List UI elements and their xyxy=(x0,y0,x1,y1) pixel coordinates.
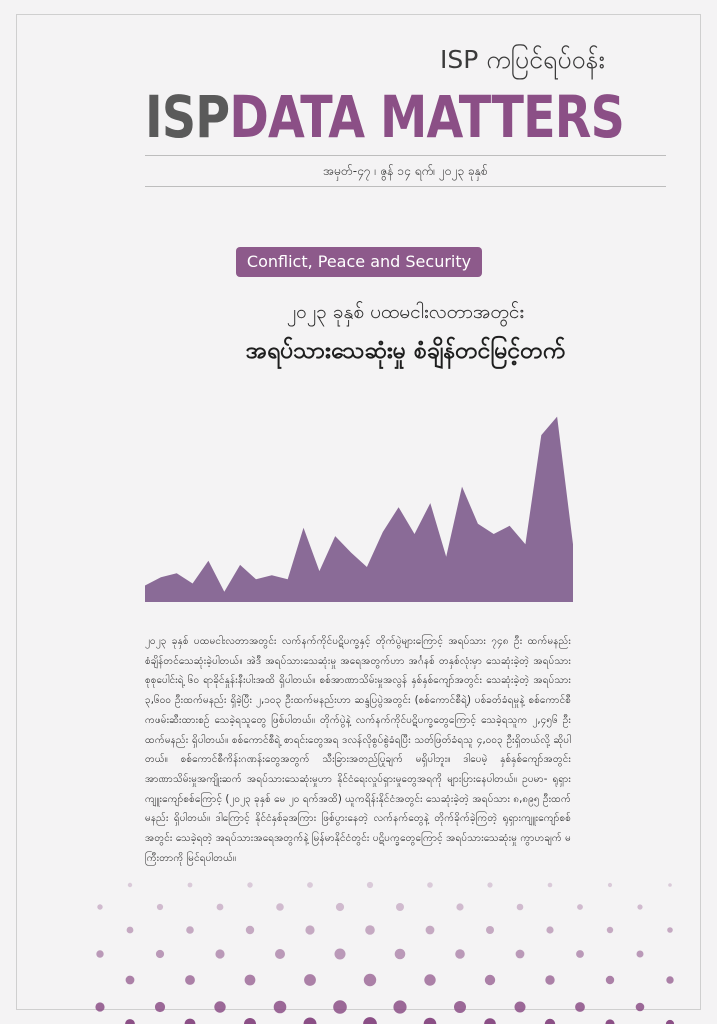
decorative-dot xyxy=(424,1018,437,1024)
decorative-dots xyxy=(0,870,717,1024)
decorative-dot xyxy=(393,1000,406,1013)
decorative-dot xyxy=(577,904,583,910)
subtitle: ၂၀၂၃ ခုနှစ် ပထမငါးလတာအတွင်း xyxy=(286,301,525,323)
decorative-dot xyxy=(637,904,642,909)
decorative-dot xyxy=(275,949,285,959)
decorative-dot xyxy=(454,1001,466,1013)
decorative-dot xyxy=(516,950,525,959)
decorative-dot xyxy=(96,950,103,957)
decorative-dot xyxy=(367,882,373,888)
decorative-dot xyxy=(575,1002,585,1012)
decorative-dot xyxy=(365,925,375,935)
decorative-dot xyxy=(304,974,316,986)
decorative-dot xyxy=(426,926,435,935)
decorative-dot xyxy=(668,883,672,887)
decorative-dot xyxy=(157,904,163,910)
masthead-data-matters: DATA MATTERS xyxy=(229,83,625,151)
decorative-dot xyxy=(128,883,132,887)
decorative-dot xyxy=(666,976,673,983)
decorative-dot xyxy=(548,883,553,888)
decorative-dot xyxy=(607,927,613,933)
decorative-dot xyxy=(126,976,135,985)
decorative-dot xyxy=(244,1018,256,1024)
decorative-dot xyxy=(576,950,584,958)
decorative-dot xyxy=(364,974,376,986)
decorative-dot xyxy=(246,926,254,934)
decorative-dot xyxy=(456,903,463,910)
decorative-dot xyxy=(214,1001,225,1012)
decorative-dot xyxy=(424,974,435,985)
area-shape xyxy=(145,417,573,602)
body-text: ၂၀၂၃ ခုနှစ် ပထမငါးလတာအတွင်း လက်နက်ကိုင်ပဋိပက္ခနှင့် တိုက်ပွဲများကြောင့် အရပ်သား ၇၄၈ ဦး ထက်မနည်း စံချိန်တင်သေဆုံးခဲ့ပါတယ်။ အဲဒီ အရပ်သားသေဆုံးမှု အရေအတွက်ဟာ အင်္ဂနစ် တနှစ်လုံးမှာ သေဆုံးခဲ့တဲ့ အရပ်သားစုစုပေါင်းရဲ့ ၆၀ ရာခိုင်နှုန်းနီးပါးအထိ ရှိပါတယ်။ စစ်အာဏာသိမ်းမှုအလွန် နှစ်နှစ်ကျော်အတွင်း သေဆုံးခဲ့တဲ့ အရပ်သား ၃,၆၀၀ ဦးထက်မနည်း ရှိခဲ့ပြီး ၂,၁၀၃ ဦးထက်မနည်းဟာ ဆန္ဒပြပွဲအတွင်း (စစ်ကောင်စီရဲ့) ပစ်ခတ်ခံရမှုနဲ့ စစ်ကောင်စီကဖမ်းဆီးထားစဉ် သေခဲ့ရသူတွေ ဖြစ်ပါတယ်။ တိုက်ပွဲနဲ့ လက်နက်ကိုင်ပဋိပက္ခတွေကြောင့် သေခဲ့ရသူက ၂,၄၅၆ ဦးထက်မနည်း ရှိပါတယ်။ စစ်ကောင်စီရဲ့ စာရင်းတွေအရ ဒလန်လိုစွပ်စွဲခံရပြီး သတ်ဖြတ်ခံရသူ ၄,၀၀၃ ဦးရှိတယ်လို့ ဆိုပါတယ်။ စစ်ကောင်စီကိန်းဂဏန်းတွေအတွက် သီးခြားအတည်ပြုချက် မရှိပါဘူး။ ဒါပေမဲ့ နှစ်နှစ်ကျော်အတွင်း အာဏာသိမ်းမှုအကျိုးဆက် အရပ်သားသေဆုံးမှုဟာ နိုင်ငံရေးလှုပ်ရှားမှုတွေအရကို များပြားနေပါတယ်။ ဥပမာ- ရုရှားကျူးကျော်စစ်ကြောင့် (၂၀၂၃ ခုနှစ် မေ ၂၀ ရက်အထိ) ယူကရိန်းနိုင်ငံအတွင်း သေဆုံးခဲ့တဲ့ အရပ်သား ၈,၈၉၅ ဦးထက်မနည်း ရှိပါတယ်။ ဒါကြောင့် နိုင်ငံနှစ်ခုအကြား ဖြစ်ပွားနေတဲ့ လက်နက်တွေနဲ့ တိုက်ခိုက်ခဲ့ကြတဲ့ ရုရှားကျူးကျော်စစ်အတွင်း သေခဲ့ရတဲ့ အရပ်သားအရေအတွက်နဲ့ မြန်မာနိုင်ငံတွင်း ပဋိပက္ခတွေကြောင့် အရပ်သားသေဆုံးမှု ကွာဟချက် မကြီးတာကို မြင်ရပါတယ်။ xyxy=(145,636,571,864)
series-title: ISP ကပြင်ရပ်ဝန်း xyxy=(440,45,605,74)
decorative-dot xyxy=(333,1000,347,1014)
decorative-dot xyxy=(666,1020,674,1024)
decorative-dot xyxy=(188,883,193,888)
decorative-dot xyxy=(186,926,194,934)
decorative-dot xyxy=(455,949,465,959)
masthead-isp: ISP xyxy=(145,83,230,151)
decorative-dot xyxy=(396,903,404,911)
decorative-dot xyxy=(336,903,344,911)
masthead-rule-bottom xyxy=(145,186,666,187)
decorative-dot xyxy=(276,903,284,911)
decorative-dot xyxy=(427,882,433,888)
decorative-dot xyxy=(125,1019,135,1024)
headline: အရပ်သားသေဆုံးမှု စံချိန်တင်မြင့်တက် xyxy=(245,338,566,364)
decorative-dot xyxy=(637,951,644,958)
decorative-dot xyxy=(274,1001,287,1014)
decorative-dot xyxy=(545,975,554,984)
decorative-dot xyxy=(546,926,553,933)
decorative-dot xyxy=(636,1003,645,1012)
decorative-dot xyxy=(155,1002,165,1012)
category-tag: Conflict, Peace and Security xyxy=(236,247,482,277)
decorative-dot xyxy=(605,1019,614,1024)
decorative-dot xyxy=(307,882,313,888)
decorative-dot xyxy=(395,949,406,960)
decorative-dot xyxy=(185,1019,196,1024)
decorative-dot xyxy=(245,975,256,986)
decorative-dot xyxy=(97,904,102,909)
decorative-dot xyxy=(127,927,134,934)
masthead-rule-top xyxy=(145,155,666,156)
masthead-logo xyxy=(145,82,624,152)
decorative-dot xyxy=(485,975,495,985)
issue-line: အမှတ်-၄၇ ၊ ဇွန် ၁၄ ရက်၊ ၂၀၂၃ ခုနှစ် xyxy=(323,164,488,178)
decorative-dot xyxy=(215,949,224,958)
decorative-dot xyxy=(247,882,252,887)
decorative-dot xyxy=(95,1002,104,1011)
decorative-dot xyxy=(304,1018,317,1024)
decorative-dot xyxy=(606,976,614,984)
decorative-dot xyxy=(156,950,164,958)
decorative-dot xyxy=(515,1002,526,1013)
decorative-dot xyxy=(487,882,492,887)
decorative-dot xyxy=(217,904,224,911)
decorative-dot xyxy=(517,904,524,911)
decorative-dot xyxy=(363,1017,377,1024)
decorative-dot xyxy=(484,1018,496,1024)
decorative-dot xyxy=(335,949,346,960)
decorative-dot xyxy=(486,926,494,934)
decorative-dot xyxy=(545,1019,555,1024)
decorative-dot xyxy=(305,925,314,934)
decorative-dot xyxy=(667,927,673,933)
decorative-dot xyxy=(608,883,612,887)
area-graphic xyxy=(145,396,573,602)
decorative-dot xyxy=(185,975,195,985)
